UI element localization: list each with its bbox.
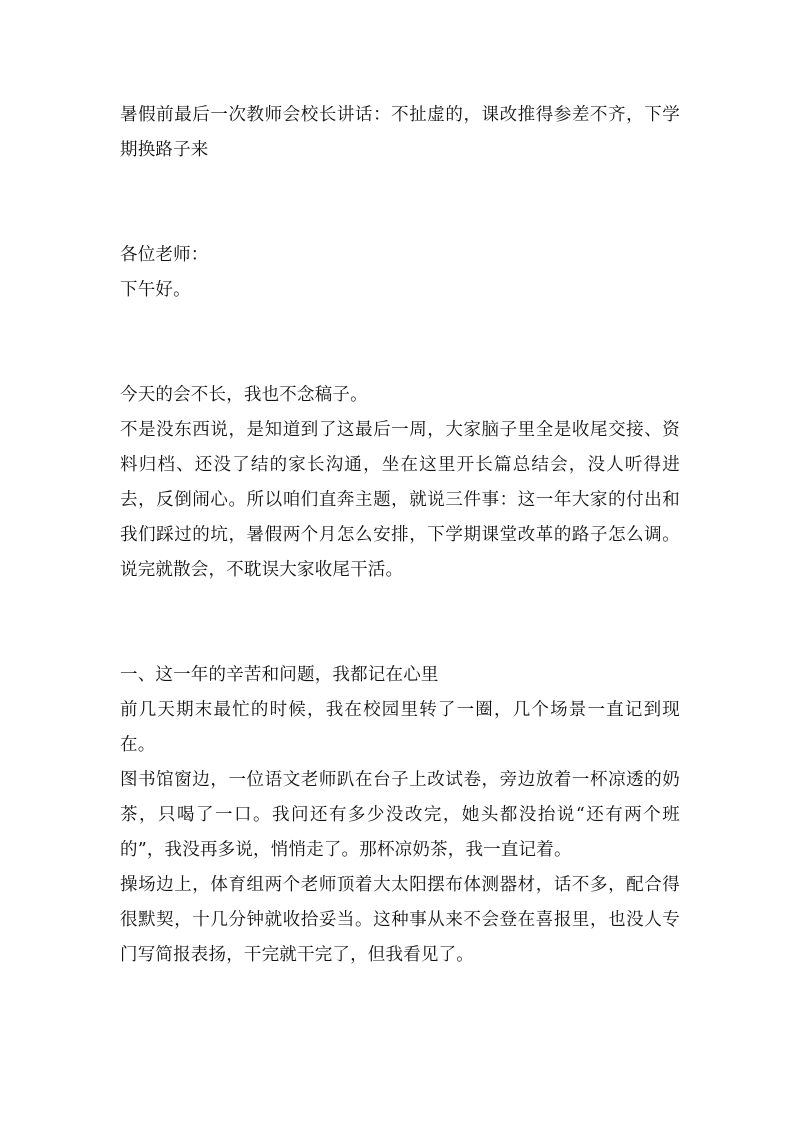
spacer [120, 588, 680, 658]
intro-paragraph: 今天的会不长，我也不念稿子。 [120, 385, 368, 405]
spacer [120, 168, 680, 238]
body-paragraph: 操场边上，体育组两个老师顶着大太阳摆布体测器材，话不多，配合得很默契，十几分钟就收拾妥当。这种事从来不会登在喜报里，也没人专门写简报表扬，干完就干完了，但我看见了。 [120, 875, 680, 965]
section-heading: 一、这一年的辛苦和问题，我都记在心里 [120, 665, 439, 685]
salutation: 各位老师： [120, 245, 209, 265]
body-paragraph: 前几天期末最忙的时候，我在校园里转了一圈，几个场景一直记到现在。 [120, 700, 680, 755]
document-title: 暑假前最后一次教师会校长讲话：不扯虚的，课改推得参差不齐，下学期换路子来 [120, 105, 680, 160]
greeting: 下午好。 [120, 280, 191, 300]
body-paragraph: 图书馆窗边，一位语文老师趴在台子上改试卷，旁边放着一杯凉透的奶茶，只喝了一口。我问还有多少没改完，她头都没抬说“还有两个班的”，我没再多说，悄悄走了。那杯凉奶茶，我一直记着。 [120, 770, 680, 860]
intro-paragraph: 不是没东西说，是知道到了这最后一周，大家脑子里全是收尾交接、资料归档、还没了结的家长沟通，坐在这里开长篇总结会，没人听得进去，反倒闹心。所以咱们直奔主题，就说三件事：这一年大家的付出和我们踩过的坑，暑假两个月怎么安排，下学期课堂改革的路子怎么调。说完就散会，不耽误大家收尾干活。 [120, 420, 680, 580]
document-body [120, 98, 680, 973]
spacer [120, 308, 680, 378]
